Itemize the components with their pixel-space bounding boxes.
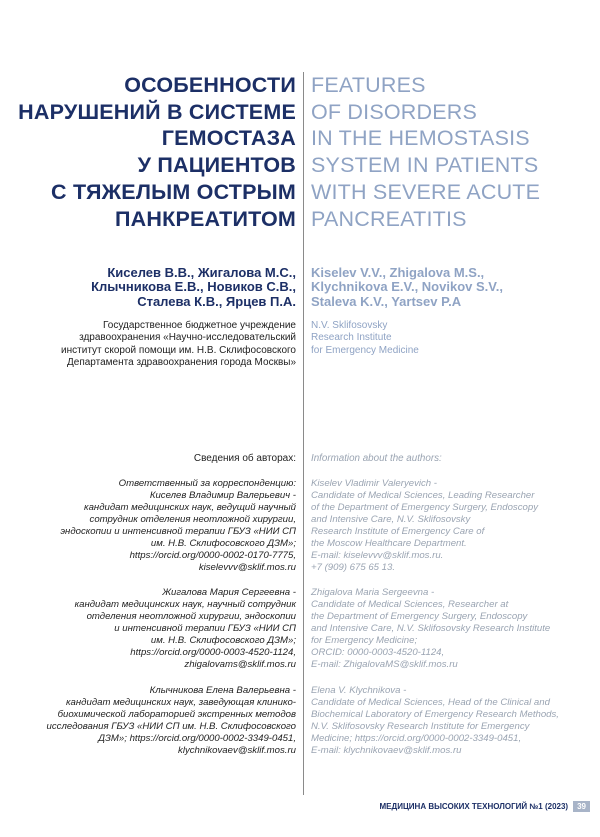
- title-en-line: FEATURES: [311, 73, 426, 97]
- institution-ru-line: институт скорой помощи им. Н.В. Склифосовского: [61, 344, 296, 356]
- title-en-line: OF DISORDERS: [311, 99, 478, 124]
- author-en-line: Candidate of Medical Sciences, Head of the Clinical and: [311, 697, 550, 709]
- author-en-line: Research Institute of Emergency Care of: [311, 526, 485, 538]
- author-ru-line: эндоскопии и интенсивной терапии ГБУЗ «НИИ СП: [60, 526, 296, 538]
- author-en-line: the Department of Emergency Surgery, Endoscopy: [311, 611, 528, 623]
- author-en-line: Candidate of Medical Sciences, Researcher at: [311, 599, 509, 611]
- phone-number: +7 (909) 675 65 13.: [311, 562, 396, 574]
- author-en-line: Kiselev Vladimir Valeryevich -: [311, 478, 438, 489]
- author-ru-line: Киселев Владимир Валерьевич -: [149, 490, 296, 502]
- authors-ru-line: Клычникова Е.В., Новиков С.В.,: [91, 279, 296, 295]
- title-en-line: SYSTEM IN PATIENTS: [311, 153, 539, 178]
- title-en-line: IN THE HEMOSTASIS: [311, 126, 530, 151]
- email-link[interactable]: E-mail: kiselevvv@sklif.mos.ru.: [311, 550, 444, 562]
- email-link[interactable]: klychnikovaev@sklif.mos.ru: [178, 745, 296, 757]
- title-russian: [6, 72, 296, 232]
- title-ru-line: У ПАЦИЕНТОВ: [137, 153, 296, 178]
- author-block-ru-zhigalova: [6, 587, 296, 671]
- orcid-link[interactable]: https://orcid.org/0000-0003-4520-1124,: [130, 647, 296, 659]
- info-heading-russian: Сведения об авторах:: [193, 453, 296, 464]
- author-en-line: and Intensive Care, N.V. Sklifosovsky Research Institute: [311, 623, 551, 635]
- author-ru-line: им. Н.В. Склифосовского ДЗМ»;: [150, 538, 296, 550]
- author-ru-line: сотрудник отделения неотложной хирургии,: [89, 514, 296, 526]
- author-block-en-kiselev: [311, 478, 596, 574]
- author-ru-line: и интенсивной терапии ГБУЗ «НИИ СП: [114, 623, 296, 635]
- journal-name: МЕДИЦИНА ВЫСОКИХ ТЕХНОЛОГИЙ №1 (2023): [379, 802, 569, 811]
- author-ru-line: кандидат медицинских наук, научный сотрудник: [74, 599, 296, 611]
- authors-ru-line: Сталева К.В., Ярцев П.А.: [137, 293, 296, 309]
- author-block-en-klychnikova: [311, 685, 596, 757]
- email-link[interactable]: E-mail: klychnikovaev@sklif.mos.ru: [311, 745, 462, 757]
- author-en-line: Zhigalova Maria Sergeevna -: [311, 587, 435, 598]
- title-ru-line: ОСОБЕННОСТИ: [124, 73, 296, 97]
- institution-ru-line: Департамента здравоохранения города Москвы»: [67, 356, 296, 368]
- author-ru-line: отделения неотложной хирургии, эндоскопии: [86, 611, 296, 623]
- author-en-line: Candidate of Medical Sciences, Leading Researcher: [311, 490, 535, 502]
- author-ru-line: исследования ГБУЗ «НИИ СП им. Н.В. Склифосовского: [46, 721, 296, 733]
- author-en-line: and Intensive Care, N.V. Sklifosovsky: [311, 514, 471, 526]
- author-block-ru-kiselev: [6, 478, 296, 574]
- page-number: 39: [573, 801, 590, 812]
- title-en-line: PANCREATITIS: [311, 206, 467, 231]
- institution-ru-line: здравоохранения «Научно-исследовательский: [79, 332, 296, 344]
- author-ru-line: Жигалова Мария Сергеевна -: [162, 587, 296, 598]
- info-heading-english: Information about the authors:: [311, 453, 442, 464]
- authors-ru-line: Киселев В.В., Жигалова М.С.,: [107, 265, 296, 280]
- title-ru-line: ПАНКРЕАТИТОМ: [115, 206, 296, 231]
- authors-en-line: Klychnikova E.V., Novikov S.V.,: [311, 279, 503, 295]
- title-english: [311, 72, 596, 232]
- author-block-ru-klychnikova: [6, 685, 296, 757]
- author-ru-line: им. Н.В. Склифосовского ДЗМ»;: [150, 635, 296, 647]
- page-footer: [380, 801, 591, 812]
- author-ru-line: Ответственный за корреспонденцию:: [118, 478, 296, 489]
- email-link[interactable]: kiselevvv@sklif.mos.ru: [198, 562, 296, 574]
- title-ru-line: ГЕМОСТАЗА: [161, 126, 296, 151]
- email-link[interactable]: zhigalovams@sklif.mos.ru: [184, 659, 296, 671]
- institution-ru-line: Государственное бюджетное учреждение: [103, 320, 296, 331]
- author-ru-line: Клычникова Елена Валерьевна -: [149, 685, 296, 696]
- author-en-line: for Emergency Medicine;: [311, 635, 418, 647]
- authors-russian: [6, 266, 296, 309]
- institution-en-line: Research Institute: [311, 332, 392, 344]
- orcid-link[interactable]: https://orcid.org/0000-0002-0170-7775,: [129, 550, 296, 562]
- author-ru-line: биохимической лабораторией экстренных методов: [57, 709, 296, 721]
- author-en-line: Elena V. Klychnikova -: [311, 685, 407, 696]
- orcid-link[interactable]: ДЗМ»; https://orcid.org/0000-0002-3349-0451,: [98, 733, 296, 745]
- title-en-line: WITH SEVERE ACUTE: [311, 179, 541, 204]
- author-en-line: of the Department of Emergency Surgery, Endoscopy: [311, 502, 538, 514]
- orcid-link[interactable]: ORCID: 0000-0003-4520-1124,: [311, 647, 445, 659]
- institution-en-line: for Emergency Medicine: [311, 344, 419, 356]
- authors-en-line: Kiselev V.V., Zhigalova M.S.,: [311, 265, 485, 280]
- title-ru-line: НАРУШЕНИЙ В СИСТЕМЕ: [18, 99, 296, 124]
- institution-russian: [6, 320, 296, 369]
- authors-english: [311, 266, 596, 309]
- author-en-line: N.V. Sklifosovsky Research Institute for Emergency: [311, 721, 530, 733]
- title-ru-line: С ТЯЖЕЛЫМ ОСТРЫМ: [51, 179, 296, 204]
- author-en-line: the Moscow Healthcare Department.: [311, 538, 467, 550]
- author-ru-line: кандидат медицинских наук, ведущий научный: [84, 502, 296, 514]
- author-en-line: Biochemical Laboratory of Emergency Research Methods,: [311, 709, 559, 721]
- institution-en-line: N.V. Sklifosovsky: [311, 320, 388, 331]
- authors-en-line: Staleva K.V., Yartsev P.A: [311, 293, 462, 309]
- orcid-link[interactable]: Medicine; https://orcid.org/0000-0002-3349-0451,: [311, 733, 522, 745]
- email-link[interactable]: E-mail: ZhigalovaMS@sklif.mos.ru: [311, 659, 458, 671]
- column-divider: [303, 72, 304, 795]
- institution-english: [311, 320, 596, 357]
- author-block-en-zhigalova: [311, 587, 596, 671]
- author-ru-line: кандидат медицинских наук, заведующая клинико-: [66, 697, 296, 709]
